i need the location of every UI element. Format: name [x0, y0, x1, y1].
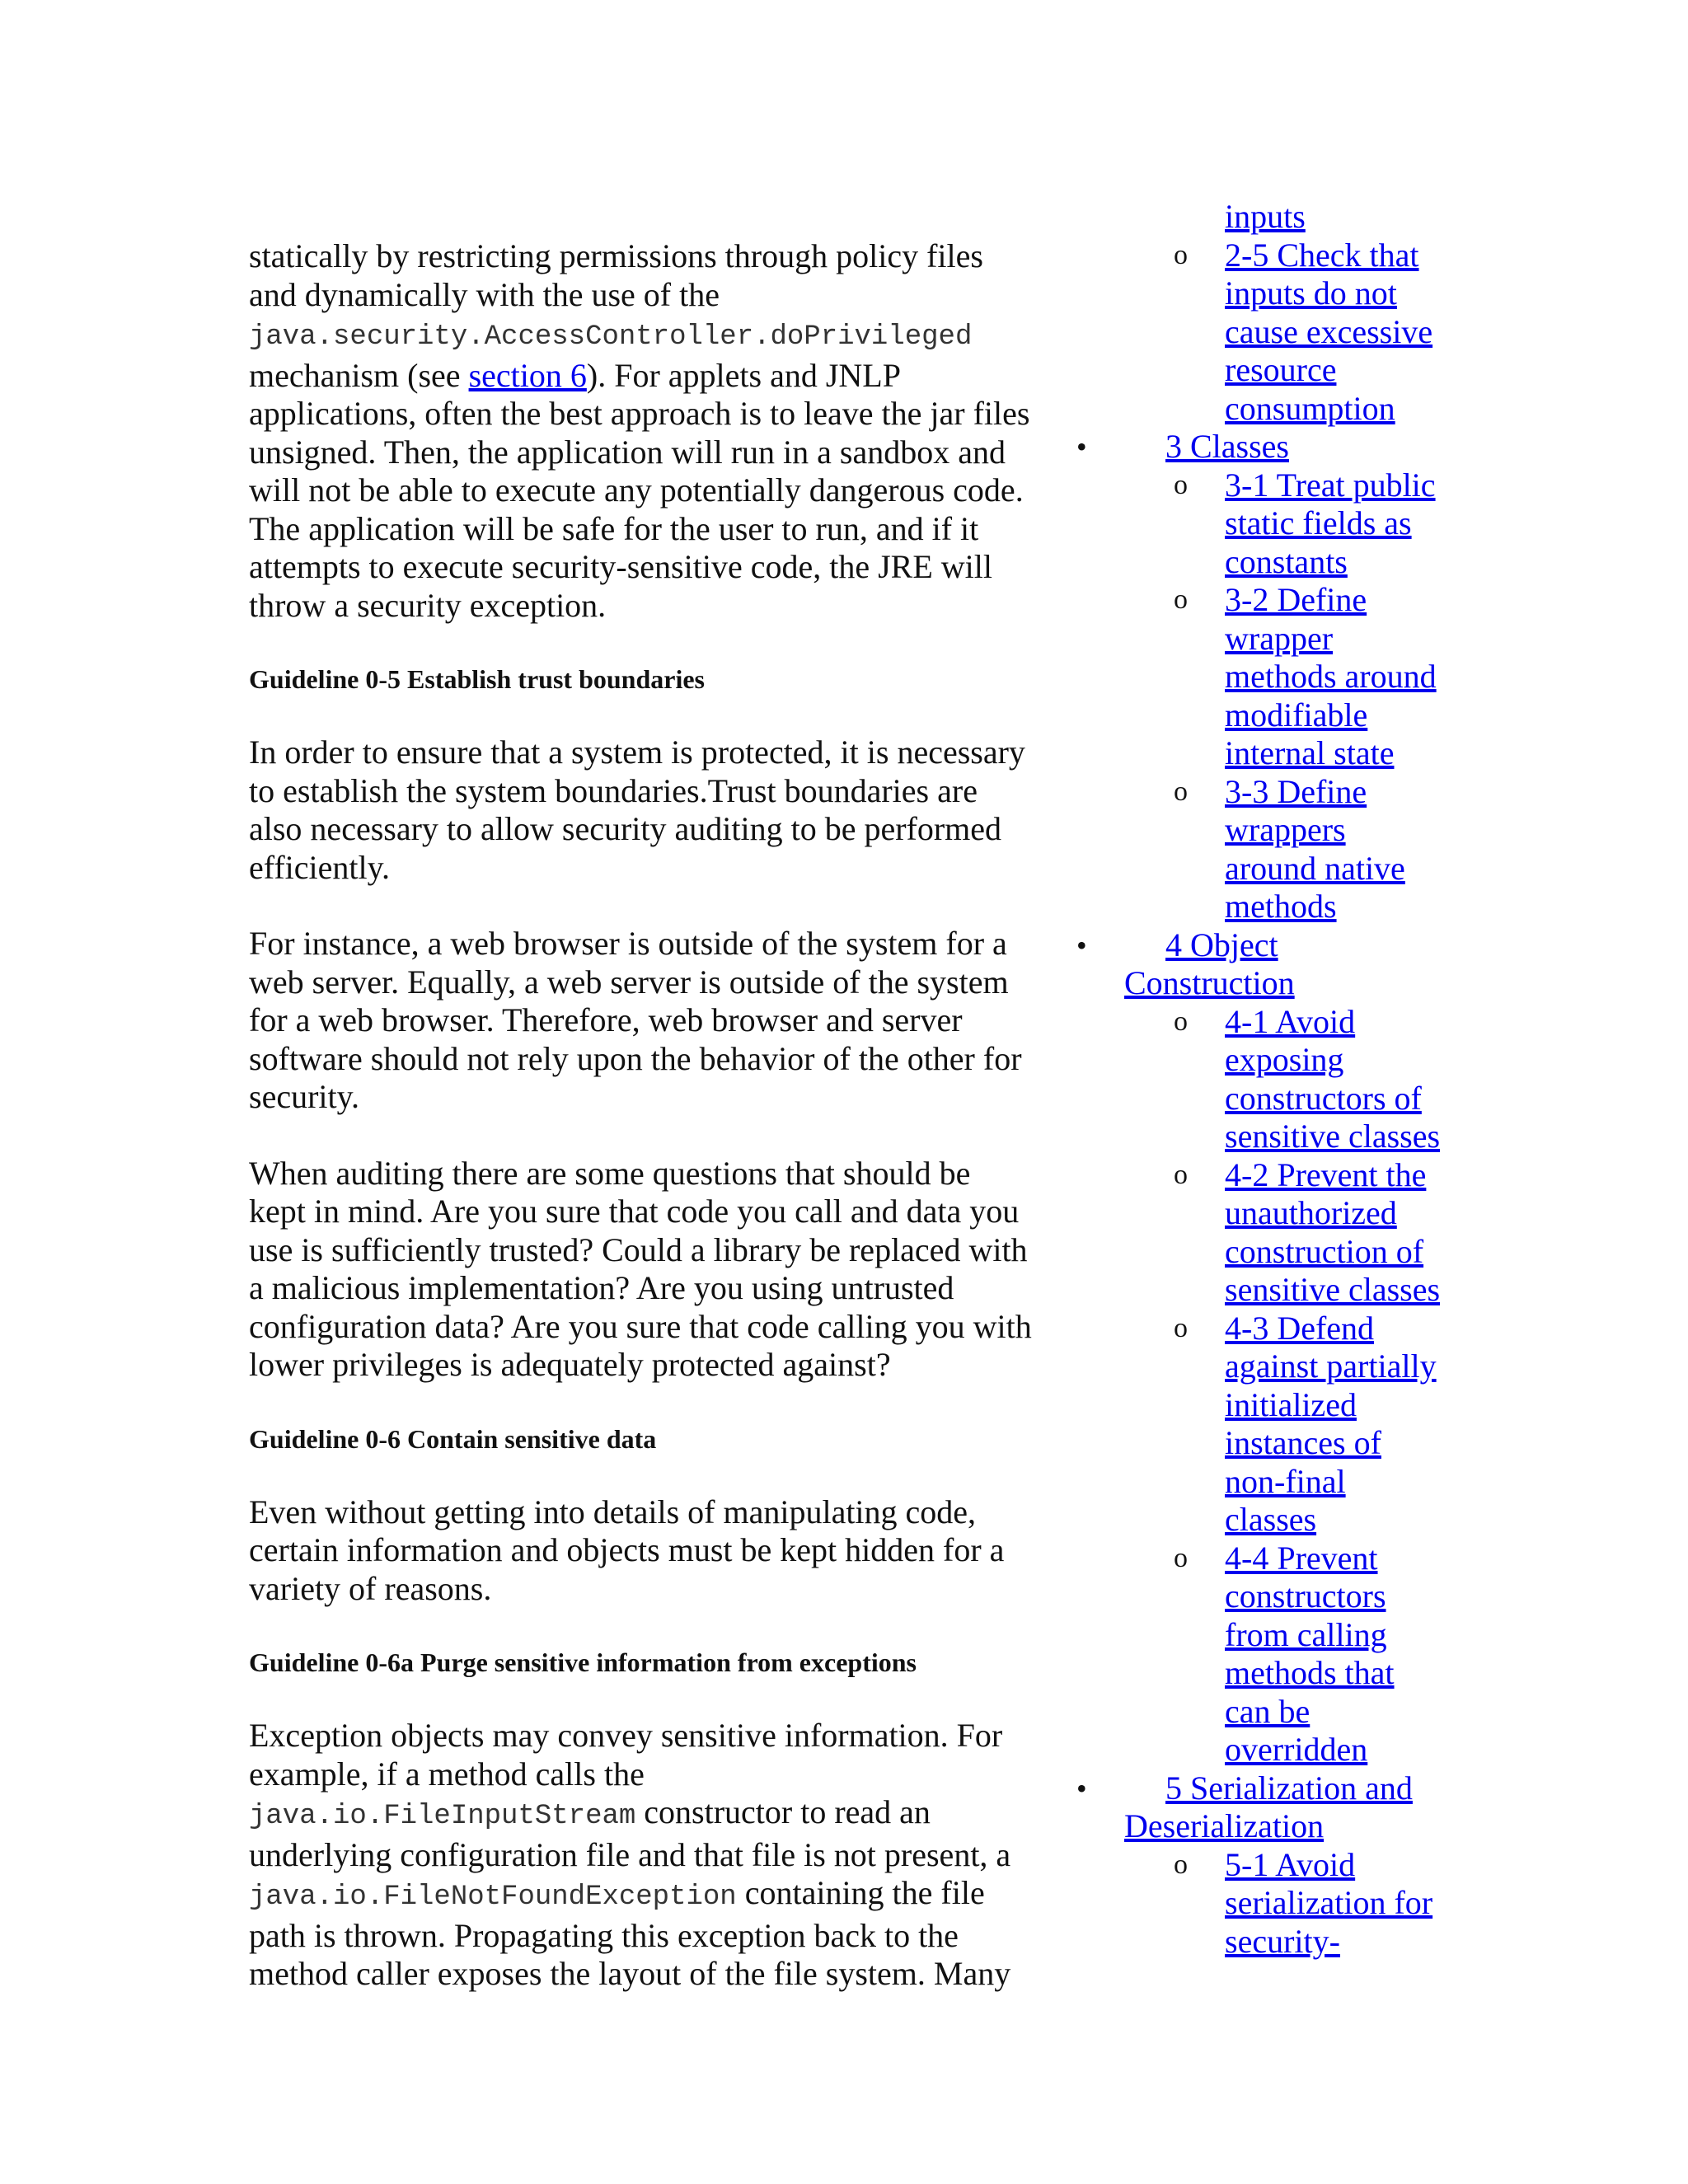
toc-line	[1063, 581, 1459, 620]
toc-link[interactable]: Deserialization	[1124, 1807, 1325, 1844]
toc-link[interactable]: serialization for	[1225, 1884, 1433, 1921]
toc-line	[1063, 1769, 1459, 1808]
toc-link-2-5[interactable]: 2-5 Check that	[1225, 236, 1419, 274]
toc-line	[1063, 1347, 1459, 1386]
toc-link-4-1[interactable]: 4-1 Avoid	[1225, 1002, 1356, 1040]
toc-line	[1063, 198, 1459, 237]
toc-line	[1063, 466, 1459, 505]
toc-line	[1063, 1540, 1459, 1578]
toc-line	[1063, 773, 1459, 812]
heading-guideline-0-5: Guideline 0-5 Establish trust boundaries	[249, 664, 705, 694]
toc-link-3-1[interactable]: 3-1 Treat public	[1225, 466, 1436, 504]
toc-link[interactable]: resource	[1225, 351, 1337, 388]
toc-line	[1063, 274, 1459, 313]
text-run: statically by restricting permissions through policy files and dynamically with the use of the	[249, 237, 983, 313]
toc-line	[1063, 1233, 1459, 1272]
paragraph-web-browser: For instance, a web browser is outside of the system for a web server. Equally, a web server is outside of the system for a web browser. Therefore, web browser and server software should not rely upon the behavior of the other for security.	[249, 925, 1022, 1115]
toc-link[interactable]: exposing	[1225, 1041, 1344, 1078]
toc-line	[1063, 1386, 1459, 1425]
toc-link[interactable]: security-	[1225, 1922, 1340, 1960]
toc-line	[1063, 1654, 1459, 1693]
code-file-input-stream: java.io.FileInputStream	[249, 1801, 636, 1832]
toc-line	[1063, 543, 1459, 582]
circle-bullet-icon: o	[1174, 584, 1188, 615]
toc-line	[1063, 1156, 1459, 1195]
toc-line	[1063, 1501, 1459, 1540]
circle-bullet-icon: o	[1174, 1849, 1188, 1880]
toc-link[interactable]: modifiable	[1225, 696, 1368, 733]
toc-line	[1063, 1041, 1459, 1080]
toc-line	[1063, 1003, 1459, 1042]
toc-line	[1063, 237, 1459, 275]
toc-line	[1063, 1118, 1459, 1156]
code-file-not-found-exception: java.io.FileNotFoundException	[249, 1882, 737, 1913]
circle-bullet-icon: o	[1174, 1542, 1188, 1573]
section-6-link[interactable]: section 6	[468, 356, 587, 394]
text-run: mechanism (see	[249, 356, 469, 394]
toc-link[interactable]: cause excessive	[1225, 312, 1433, 350]
toc-link[interactable]: inputs	[1225, 198, 1306, 235]
toc-link[interactable]: methods that	[1225, 1654, 1395, 1691]
toc-link[interactable]: around native	[1225, 849, 1405, 887]
toc-line	[1063, 1846, 1459, 1885]
toc-link-3-3[interactable]: 3-3 Define	[1225, 772, 1367, 810]
toc-line	[1063, 1731, 1459, 1769]
toc-link[interactable]: static fields as	[1225, 504, 1412, 541]
toc-line	[1063, 351, 1459, 390]
toc-link[interactable]: wrapper	[1225, 619, 1334, 657]
circle-bullet-icon: o	[1174, 469, 1188, 500]
toc-line	[1063, 1194, 1459, 1233]
toc-line	[1063, 1463, 1459, 1502]
paragraph-auditing-questions: When auditing there are some questions that should be kept in mind. Are you sure that code you call and data you use is sufficiently trusted? Could a library be replaced with a malicious implementation? Are you using untrusted configuration data? Are you sure that code calling you with lower privileges is adequately protected against?	[249, 1154, 1032, 1383]
toc-line	[1063, 620, 1459, 658]
heading-guideline-0-6: Guideline 0-6 Contain sensitive data	[249, 1423, 657, 1454]
toc-line	[1063, 1693, 1459, 1732]
toc-link[interactable]: methods	[1225, 888, 1337, 925]
main-text-column	[249, 237, 1032, 1994]
toc-link[interactable]: sensitive classes	[1225, 1271, 1441, 1308]
circle-bullet-icon: o	[1174, 1312, 1188, 1343]
paragraph-exceptions	[249, 1717, 1032, 1994]
toc-link[interactable]: inputs do not	[1225, 274, 1397, 312]
toc-link[interactable]: wrappers	[1225, 811, 1346, 848]
toc-link[interactable]: methods around	[1225, 658, 1437, 695]
toc-line	[1063, 428, 1459, 466]
toc-link-4-4[interactable]: 4-4 Prevent	[1225, 1539, 1378, 1577]
toc-line	[1063, 504, 1459, 543]
toc-link[interactable]: initialized	[1225, 1385, 1357, 1423]
circle-bullet-icon: o	[1174, 776, 1188, 807]
toc-link-4-2[interactable]: 4-2 Prevent the	[1225, 1155, 1427, 1193]
toc-line	[1063, 696, 1459, 735]
toc-line	[1063, 850, 1459, 888]
toc-line	[1063, 1310, 1459, 1348]
text-run: ). For applets and JNLP applications, often the best approach is to leave the jar files unsigned. Then, the application will run in a sandbox and will not be able to execute any potentially dangerous code. The application will be safe for the user to run, and if it attempts to execute security-sensitive code, the JRE will throw a security exception.	[249, 356, 1030, 624]
paragraph-hidden-info: Even without getting into details of manipulating code, certain information and objects must be kept hidden for a variety of reasons.	[249, 1493, 1005, 1607]
paragraph-sandbox	[249, 237, 1032, 625]
toc-link[interactable]: constructors	[1225, 1577, 1386, 1615]
toc-link-3-classes[interactable]: 3 Classes	[1165, 428, 1289, 465]
toc-link[interactable]: instances of	[1225, 1424, 1381, 1461]
toc-link[interactable]: sensitive classes	[1225, 1118, 1441, 1155]
toc-line	[1063, 926, 1459, 965]
circle-bullet-icon: o	[1174, 239, 1188, 270]
toc-line	[1063, 1577, 1459, 1616]
toc-link[interactable]: can be	[1225, 1692, 1311, 1730]
toc-line	[1063, 1884, 1459, 1923]
disc-bullet-icon: •	[1076, 928, 1087, 962]
toc-link-4-object[interactable]: 4 Object	[1165, 926, 1278, 963]
toc-line	[1063, 734, 1459, 773]
toc-link[interactable]: internal state	[1225, 734, 1395, 771]
toc-link[interactable]: constants	[1225, 542, 1348, 580]
toc-line	[1063, 1424, 1459, 1463]
toc-line	[1063, 888, 1459, 926]
circle-bullet-icon: o	[1174, 1159, 1188, 1190]
circle-bullet-icon: o	[1174, 1005, 1188, 1037]
paragraph-trust-boundaries: In order to ensure that a system is protected, it is necessary to establish the system boundaries.Trust boundaries are also necessary to allow security auditing to be performed efficiently.	[249, 733, 1025, 886]
code-access-controller: java.security.AccessController.doPrivileged	[249, 321, 973, 353]
toc-link[interactable]: construction of	[1225, 1232, 1424, 1270]
toc-link[interactable]: classes	[1225, 1501, 1317, 1538]
toc-line	[1063, 313, 1459, 352]
toc-link[interactable]: Construction	[1124, 964, 1295, 1001]
text-run: containing the file path is thrown. Propagating this exception back to the method caller exposes the layout of the file system. Many	[249, 1874, 1011, 1992]
toc-link[interactable]: non-final	[1225, 1462, 1346, 1500]
toc-link-5-serialization[interactable]: 5 Serialization and	[1165, 1769, 1413, 1807]
toc-line	[1063, 390, 1459, 429]
toc-line	[1063, 1271, 1459, 1310]
toc-link-4-3[interactable]: 4-3 Defend	[1225, 1309, 1375, 1347]
toc-link[interactable]: consumption	[1225, 389, 1395, 427]
heading-guideline-0-6a: Guideline 0-6a Purge sensitive information from exceptions	[249, 1647, 917, 1677]
toc-link[interactable]: from calling	[1225, 1615, 1387, 1653]
toc-link[interactable]: unauthorized	[1225, 1194, 1397, 1231]
disc-bullet-icon: •	[1076, 1771, 1087, 1805]
text-run: Exception objects may convey sensitive information. For example, if a method calls the	[249, 1717, 1003, 1793]
toc-link[interactable]: constructors of	[1225, 1079, 1422, 1117]
toc-link-3-2[interactable]: 3-2 Define	[1225, 581, 1367, 618]
disc-bullet-icon: •	[1076, 430, 1087, 463]
toc-link[interactable]: overridden	[1225, 1731, 1368, 1768]
toc-line	[1063, 964, 1459, 1003]
toc-link-5-1[interactable]: 5-1 Avoid	[1225, 1845, 1356, 1883]
toc-line	[1063, 658, 1459, 696]
toc-line	[1063, 1923, 1459, 1961]
toc-link[interactable]: against partially	[1225, 1347, 1437, 1385]
toc-line	[1063, 1616, 1459, 1655]
text-run: constructor to read an underlying configuration file and that file is not present, a	[249, 1793, 1011, 1873]
toc-line	[1063, 1080, 1459, 1118]
toc-line	[1063, 1807, 1459, 1846]
toc-line	[1063, 811, 1459, 850]
table-of-contents	[1063, 198, 1459, 1961]
